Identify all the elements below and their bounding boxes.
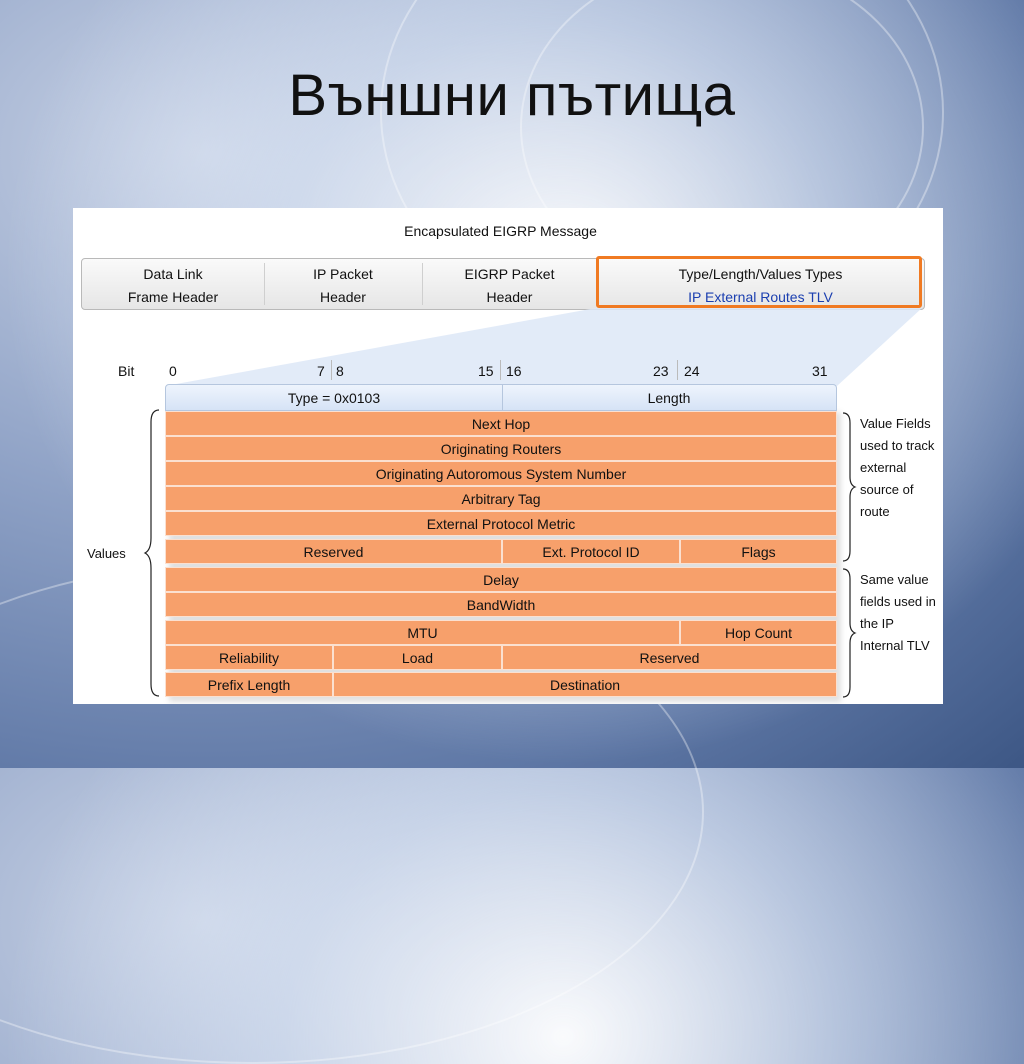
external-fields-brace: [841, 411, 857, 563]
field-arbitrary-tag: Arbitrary Tag: [165, 486, 837, 511]
field-bandwidth: BandWidth: [165, 592, 837, 617]
note-line: Same value: [860, 572, 929, 587]
note-line: the IP: [860, 616, 894, 631]
bit-number: 16: [506, 363, 522, 379]
segment-line1: IP Packet: [313, 266, 373, 282]
segment-line2: Frame Header: [127, 289, 219, 305]
bit-divider: [331, 360, 332, 380]
field-originating-routers: Originating Routers: [165, 436, 837, 461]
eigrp-diagram-panel: [73, 208, 943, 704]
bit-number: 0: [169, 363, 177, 379]
type-length-row: [165, 384, 837, 411]
note-line: fields used in: [860, 594, 936, 609]
bit-number: 23: [653, 363, 669, 379]
field-reserved: Reserved: [165, 539, 502, 564]
note-line: source of: [860, 482, 914, 497]
note-line: Internal TLV: [860, 638, 930, 653]
bit-number: 24: [684, 363, 700, 379]
bit-number: 15: [478, 363, 494, 379]
field-reliability: Reliability: [165, 645, 333, 670]
field-external-protocol-metric: External Protocol Metric: [165, 511, 837, 536]
values-label: Values: [87, 546, 126, 561]
field-destination: Destination: [333, 672, 837, 697]
field-mtu: MTU: [165, 620, 680, 645]
field-prefix-length: Prefix Length: [165, 672, 333, 697]
bit-label: Bit: [118, 363, 135, 379]
values-brace: [143, 408, 163, 698]
diagram-title: Encapsulated EIGRP Message: [404, 223, 597, 239]
field-flags: Flags: [680, 539, 837, 564]
external-note: [860, 413, 943, 523]
note-line: used to track: [860, 438, 935, 453]
bit-number: 7: [317, 363, 325, 379]
note-line: Value Fields: [860, 416, 931, 431]
field-reserved-2: Reserved: [502, 645, 837, 670]
bit-number: 31: [812, 363, 828, 379]
internal-fields-brace: [841, 567, 857, 699]
field-originating-as-number: Originating Autoromous System Number: [165, 461, 837, 486]
field-load: Load: [333, 645, 502, 670]
slide-title: Външни пътища: [288, 63, 736, 128]
note-line: external: [860, 460, 907, 475]
bit-divider: [500, 360, 501, 380]
field-next-hop: Next Hop: [165, 411, 837, 436]
internal-note: [860, 569, 943, 657]
bit-number: 8: [336, 363, 344, 379]
field-delay: Delay: [165, 567, 837, 592]
note-line: route: [860, 504, 890, 519]
field-hop-count: Hop Count: [680, 620, 837, 645]
type-field: Type = 0x0103: [287, 389, 381, 406]
segment-line2: Header: [486, 289, 533, 305]
field-ext-protocol-id: Ext. Protocol ID: [502, 539, 680, 564]
bit-divider: [677, 360, 678, 380]
segment-line1: Data Link: [143, 266, 203, 282]
segment-line1: Type/Length/Values Types: [678, 266, 843, 282]
segment-line2: IP External Routes TLV: [688, 289, 833, 305]
segment-line1: EIGRP Packet: [464, 266, 555, 282]
length-field: Length: [647, 389, 691, 406]
segment-line2: Header: [320, 289, 366, 305]
